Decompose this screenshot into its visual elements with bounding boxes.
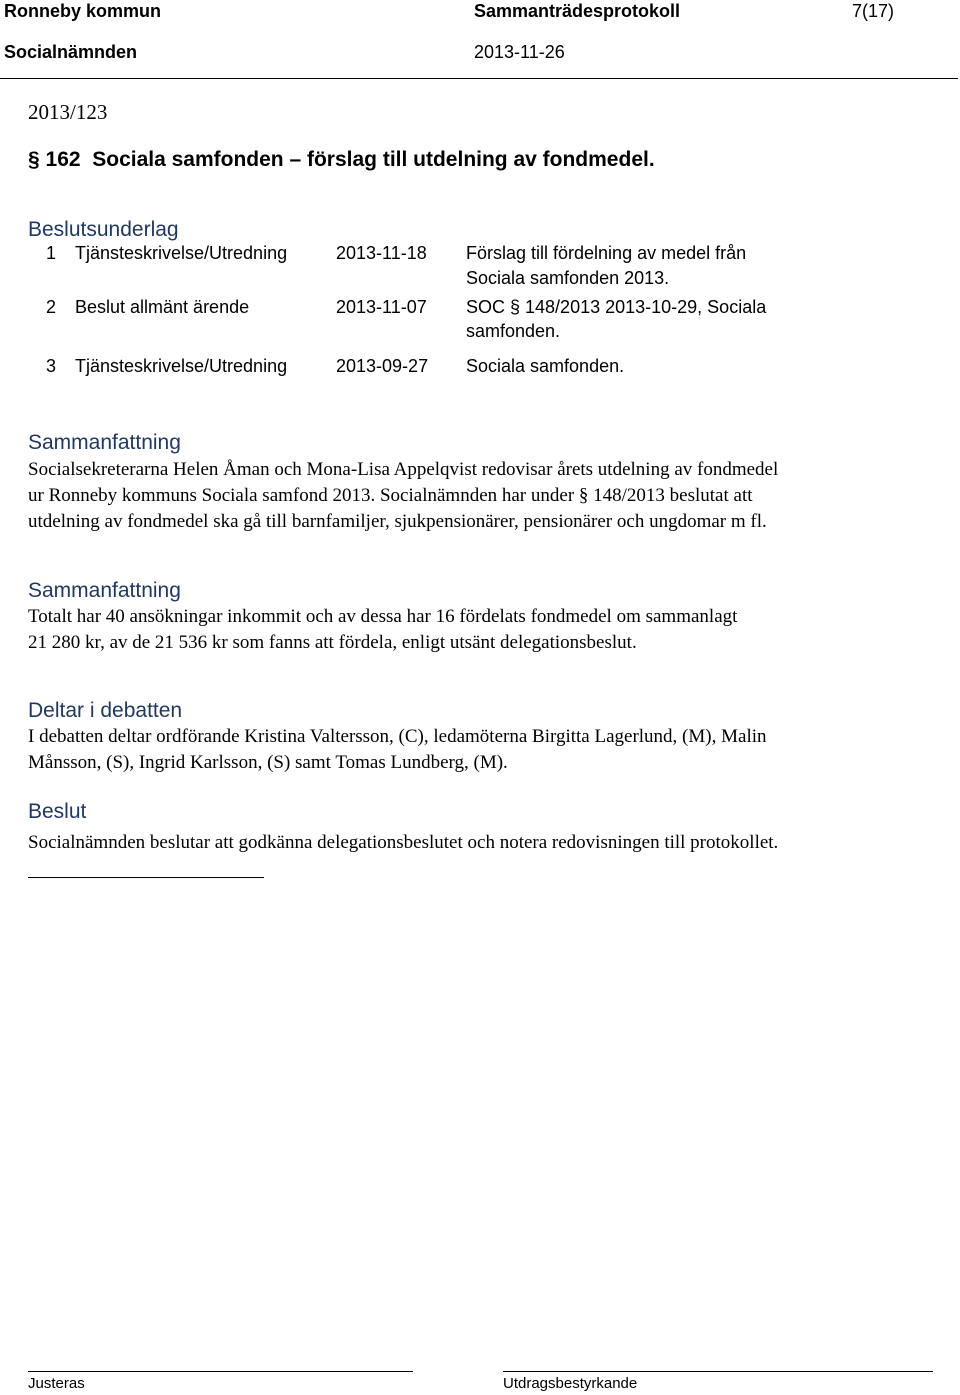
item-document: Tjänsteskrivelse/Utredning (75, 243, 288, 263)
header-rule (0, 78, 958, 79)
summary-line: Socialsekreterarna Helen Åman och Mona-Lisa Appelqvist redovisar årets utdelning av fondmedel (28, 459, 779, 480)
item-date: 2013-11-18 (336, 243, 427, 263)
item-number: 2 (46, 297, 57, 317)
item-date: 2013-09-27 (336, 356, 429, 376)
board-name: Socialnämnden (4, 42, 138, 62)
summary-line: utdelning av fondmedel ska gå till barnfamiljer, sjukpensionärer, pensionärer och ungdomar m fl. (28, 511, 767, 532)
debate-line: I debatten deltar ordförande Kristina Valtersson, (C), ledamöterna Birgitta Lagerlund, (M), Malin (28, 726, 767, 747)
page-number: 7(17) (852, 1, 895, 21)
debate-line: Månsson, (S), Ingrid Karlsson, (S) samt Tomas Lundberg, (M). (28, 752, 508, 773)
summary-line: ur Ronneby kommuns Sociala samfond 2013. Socialnämnden har under § 148/2013 beslutat att (28, 485, 753, 506)
case-title (28, 148, 655, 172)
footer-right-label: Utdragsbestyrkande (503, 1375, 638, 1392)
signature-rule (28, 877, 264, 878)
item-description: Förslag till fördelning av medel från (466, 243, 747, 263)
summary-line: Totalt har 40 ansökningar inkommit och av dessa har 16 fördelats fondmedel om sammanlagt (28, 606, 738, 627)
item-description: SOC § 148/2013 2013-10-29, Sociala (466, 297, 767, 317)
document-type: Sammanträdesprotokoll (474, 1, 681, 21)
summary-heading-2: Sammanfattning (28, 579, 181, 602)
item-number: 1 (46, 243, 57, 263)
item-date: 2013-11-07 (336, 297, 427, 317)
basis-heading: Beslutsunderlag (28, 218, 179, 241)
summary-heading: Sammanfattning (28, 431, 181, 454)
item-description-cont: Sociala samfonden 2013. (466, 268, 670, 288)
decision-heading: Beslut (28, 800, 87, 823)
meeting-date: 2013-11-26 (474, 42, 565, 62)
summary-line: 21 280 kr, av de 21 536 kr som fanns att fördela, enligt utsänt delegationsbeslut. (28, 632, 637, 653)
debate-heading: Deltar i debatten (28, 699, 183, 722)
item-document: Beslut allmänt ärende (75, 297, 250, 317)
paragraph-number: § 162 (28, 148, 81, 171)
item-description: Sociala samfonden. (466, 356, 625, 376)
organization-name: Ronneby kommun (4, 1, 162, 21)
decision-text: Socialnämnden beslutar att godkänna delegationsbeslutet och notera redovisningen till protokollet. (28, 832, 779, 853)
footer-left-label: Justeras (28, 1375, 85, 1392)
item-document: Tjänsteskrivelse/Utredning (75, 356, 288, 376)
item-number: 3 (46, 356, 57, 376)
footer-rule-right (503, 1371, 933, 1372)
diary-number: 2013/123 (28, 100, 108, 124)
item-description-cont: samfonden. (466, 321, 561, 341)
footer-rule-left (28, 1371, 413, 1372)
case-title-text: Sociala samfonden – förslag till utdelning av fondmedel. (92, 148, 655, 171)
